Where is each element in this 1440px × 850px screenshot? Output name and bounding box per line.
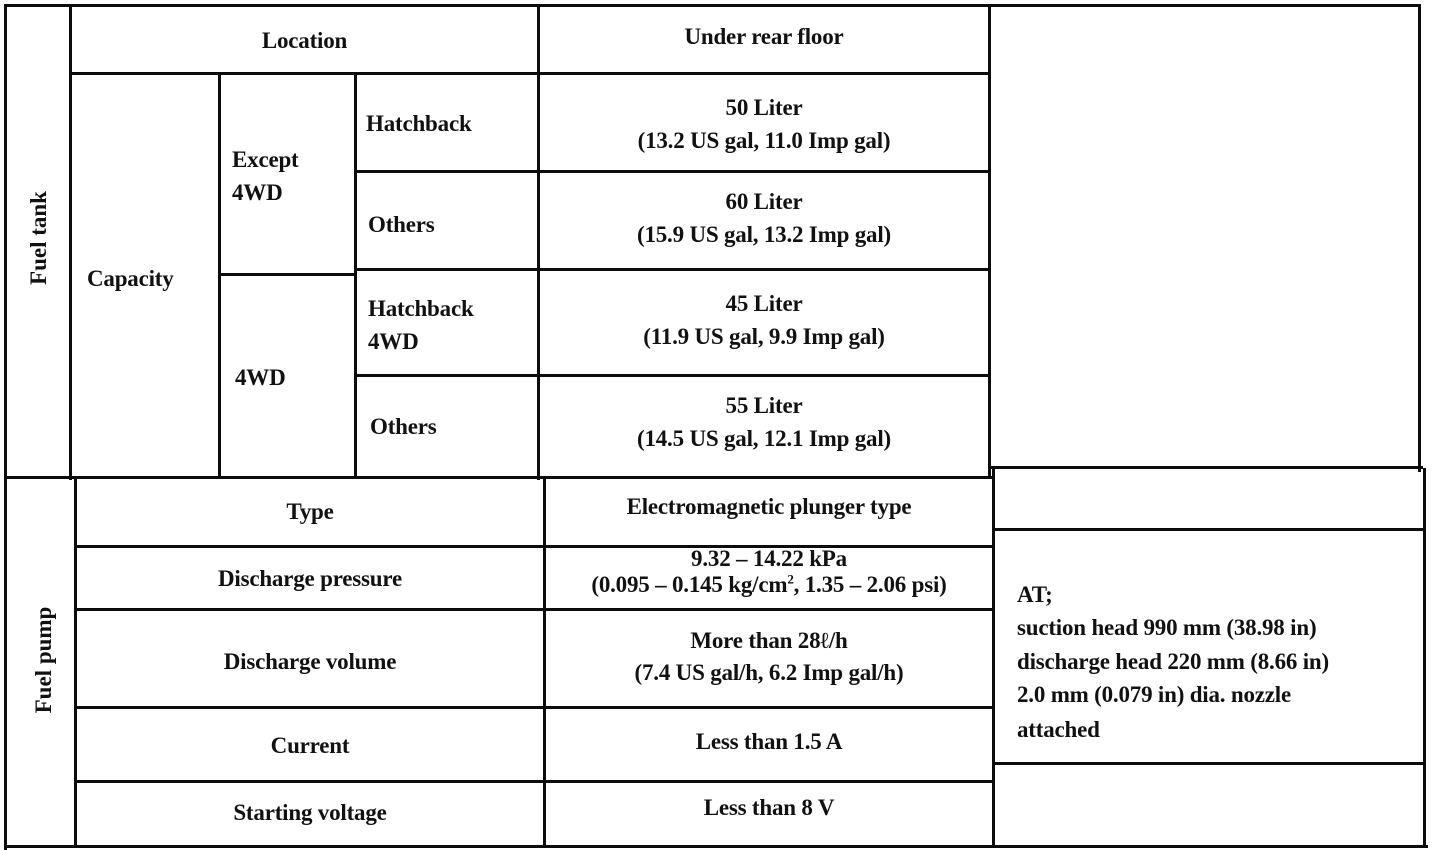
volume-label: Discharge volume (223, 649, 397, 674)
current-label: Current (270, 733, 350, 758)
type-value: Electromagnetic plunger type (626, 494, 912, 519)
body-label-hatchback-4wd-line1: Hatchback (368, 296, 474, 321)
group-col-divider (354, 72, 357, 478)
type-label: Type (286, 499, 334, 524)
row-line-current (74, 780, 994, 783)
note-line-5: attached (1017, 717, 1100, 742)
capacity-value-line2: (13.2 US gal, 11.0 Imp gal) (637, 128, 891, 153)
location-value: Under rear floor (684, 24, 844, 49)
pressure-label: Discharge pressure (217, 566, 402, 591)
body-label-hatchback: Hatchback (366, 111, 472, 136)
note-col-divider-lower (992, 466, 995, 848)
table-border-bottom (4, 845, 1428, 848)
note-line-2: suction head 990 mm (38.98 in) (1017, 615, 1317, 640)
volume-value-line1: More than 28ℓ/h (690, 628, 848, 653)
row-line-location (69, 72, 991, 75)
table-border-top (4, 4, 1418, 7)
body-label-others: Others (368, 212, 435, 237)
location-label: Location (261, 28, 348, 53)
pressure-value-line2-main: (0.095 – 0.145 kg/cm (591, 572, 788, 597)
capacity-value-line1: 60 Liter (725, 189, 803, 214)
capacity-value-line2: (14.5 US gal, 12.1 Imp gal) (636, 426, 891, 451)
note-line-1: AT; (1017, 582, 1053, 607)
row-line-others (354, 268, 990, 271)
except-4wd-label-line2: 4WD (232, 180, 283, 205)
section-row-divider (4, 476, 994, 479)
except-4wd-label-line1: Except (232, 147, 299, 172)
body-label-others-4wd: Others (370, 414, 437, 439)
row-line-hatchback (354, 170, 990, 173)
pressure-unit-superscript: 2 (787, 571, 794, 587)
body-label-hatchback-4wd-line2: 4WD (368, 329, 419, 354)
capacity-value-line2: (11.9 US gal, 9.9 Imp gal) (643, 324, 885, 349)
row-line-except-4wd (218, 273, 354, 276)
capacity-value-line2: (15.9 US gal, 13.2 Imp gal) (636, 222, 891, 247)
row-line-hatchback-4wd (354, 374, 990, 377)
capacity-label: Capacity (87, 266, 174, 291)
pressure-value-line1: 9.32 – 14.22 kPa (691, 546, 847, 571)
row-line-current-note (992, 762, 1423, 765)
capacity-value-line1: 50 Liter (725, 95, 803, 120)
table-border-left (4, 4, 7, 850)
section-label-fuel-tank: Fuel tank (26, 191, 51, 285)
row-line-volume (74, 706, 994, 709)
table-border-right (1418, 4, 1421, 472)
note-line-3: discharge head 220 mm (8.66 in) (1017, 649, 1329, 674)
voltage-value: Less than 8 V (703, 795, 835, 820)
section-col-divider (69, 4, 72, 480)
volume-value-line2: (7.4 US gal/h, 6.2 Imp gal/h) (634, 660, 904, 685)
row-line-pressure (74, 608, 994, 611)
section-label-fuel-pump: Fuel pump (31, 606, 56, 714)
current-value: Less than 1.5 A (695, 729, 843, 754)
pressure-value-line2-tail: , 1.35 – 2.06 psi) (793, 572, 947, 597)
note-line-4: 2.0 mm (0.079 in) dia. nozzle (1017, 682, 1292, 707)
row-line-type-note (992, 528, 1423, 531)
table-border-right-lower (1423, 468, 1426, 848)
capacity-value-line1: 45 Liter (725, 291, 803, 316)
group-4wd-label: 4WD (235, 365, 286, 390)
pressure-value-line2 (546, 568, 992, 601)
voltage-label: Starting voltage (233, 800, 387, 825)
section-row-divider-right (990, 466, 1423, 469)
capacity-value-line1: 55 Liter (725, 393, 803, 418)
